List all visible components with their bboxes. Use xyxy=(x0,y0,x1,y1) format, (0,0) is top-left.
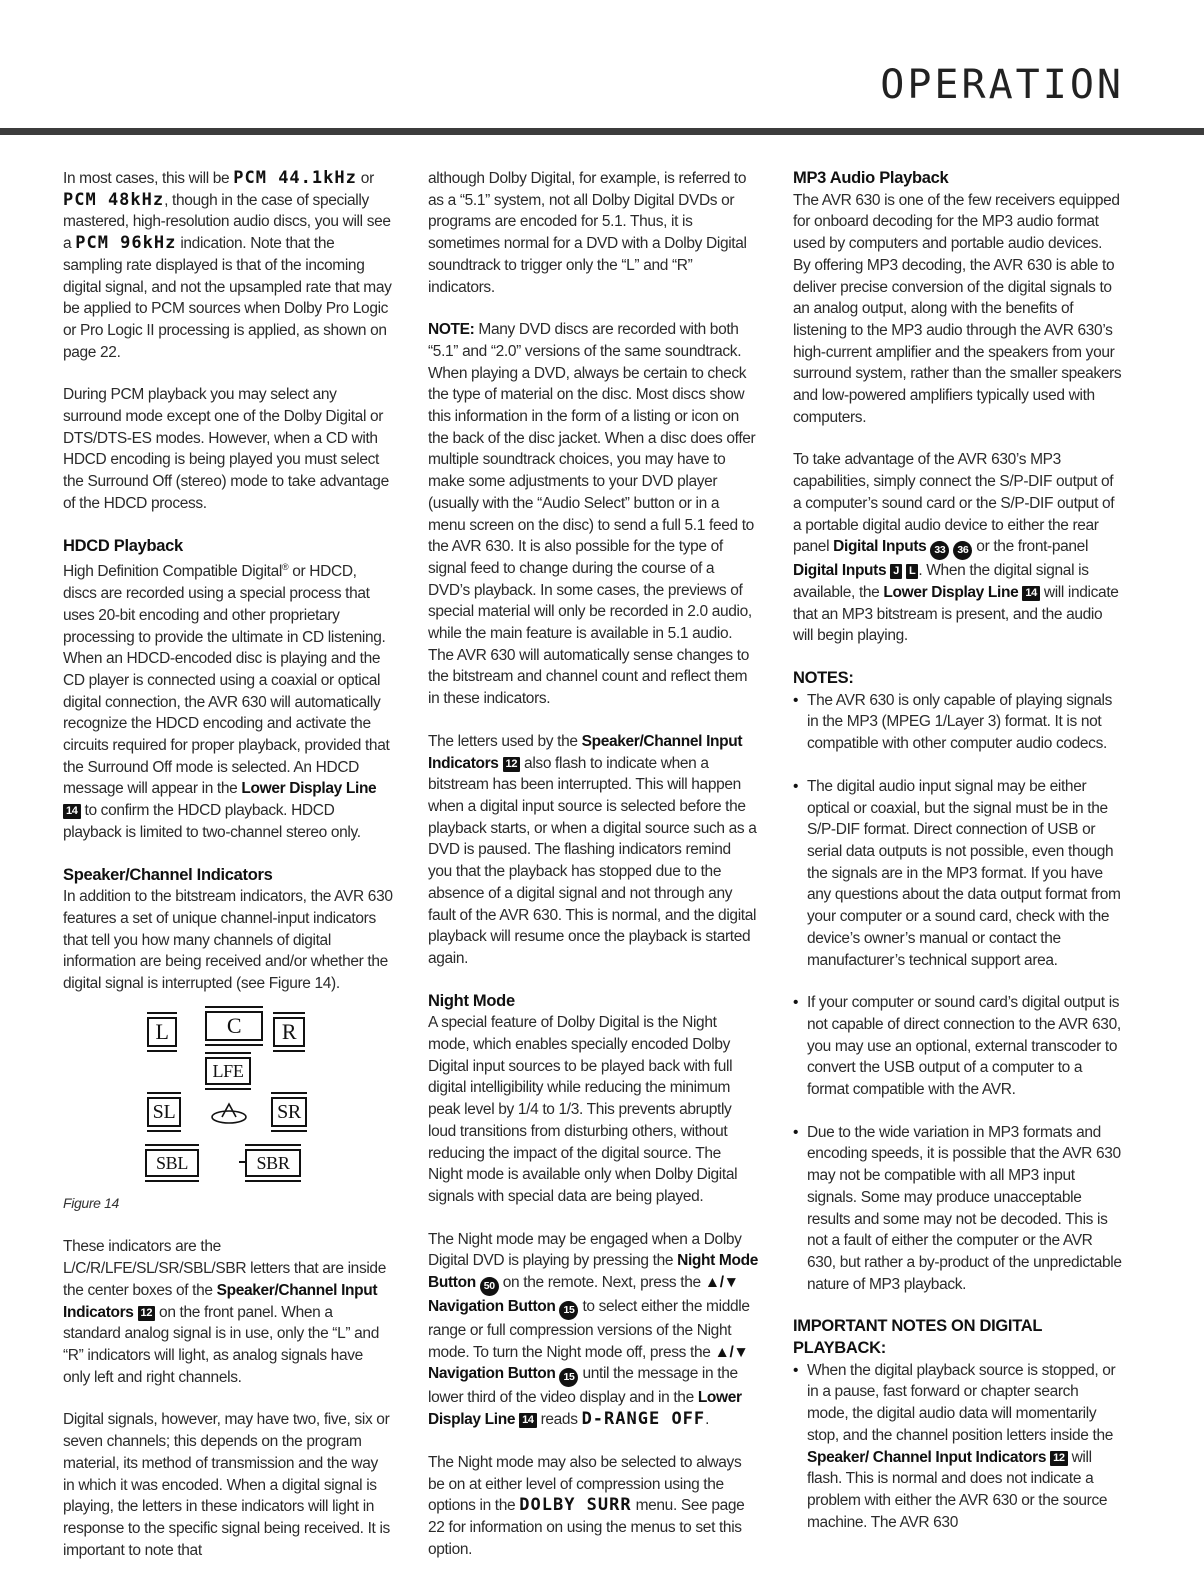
notes-list xyxy=(793,690,1123,1296)
callout-circle: 15 xyxy=(559,1301,578,1320)
text: The letters used by the xyxy=(428,732,582,750)
paragraph-digital-signals: Digital signals, however, may have two, five, six or seven channels; this depends on the program material, its method of transmission and the way in which it was encoded. When a digital signal is playing, the letters in these indicators will light in response to the specific signal being received. It is important to note that xyxy=(63,1411,390,1559)
callout-badge: 14 xyxy=(519,1413,537,1428)
heading-notes: NOTES: xyxy=(793,669,854,688)
bold-term: Navigation Button xyxy=(428,1365,556,1383)
callout-badge: 14 xyxy=(1022,586,1040,601)
bold-term: Speaker/Channel Input Indicators xyxy=(428,732,743,772)
up-down-arrow-icon: ▲/▼ xyxy=(714,1343,749,1361)
text: will flash. This is normal and does not indicate a problem with either the AVR 630 or the source machine. The AVR 630 xyxy=(807,1448,1108,1531)
callout-badge: 12 xyxy=(1050,1451,1068,1466)
channel-indicator-sl: SL xyxy=(147,1097,181,1127)
bold-term: Lower Display Line xyxy=(883,583,1019,601)
callout-circle: 15 xyxy=(559,1368,578,1387)
text: , though in the case of specially mastered, high-resolution audio discs, you will see a xyxy=(63,191,391,253)
text: to confirm the HDCD playback. HDCD playback is limited to two-channel stereo only. xyxy=(63,802,361,841)
callout-badge: 14 xyxy=(63,804,81,819)
list-item: • Due to the wide variation in MP3 formats and encoding speeds, it is possible that the AVR 630 may not be compatible with all MP3 input signals. Some may produce unacceptable results and some may not be decoded. This is not a fault of either the computer or the AVR 630, but rather a by-product of the unpredictable nature of MP3 playback. xyxy=(807,1122,1123,1296)
bold-term: Lower Display Line xyxy=(428,1389,742,1429)
channel-indicator-sr: SR xyxy=(271,1097,307,1127)
channel-indicator-c: C xyxy=(205,1011,263,1041)
lcd-pcm-48: PCM 48kHz xyxy=(63,189,165,210)
listener-icon xyxy=(209,1099,249,1127)
text: . When the digital signal is available, the xyxy=(793,562,1089,601)
heading-mp3: MP3 Audio Playback xyxy=(793,169,949,187)
channel-indicator-sbl: SBL xyxy=(145,1149,199,1177)
callout-circle: 50 xyxy=(480,1277,499,1296)
callout-circle: 36 xyxy=(953,541,972,560)
important-notes-list xyxy=(793,1360,1123,1534)
column-2 xyxy=(428,168,758,1581)
heading-important-notes: IMPORTANT NOTES ON DIGITAL PLAYBACK: xyxy=(793,1317,1042,1358)
text: to select either the middle range or full compression versions of the Night mode. To turn the Night mode off, press the xyxy=(428,1298,750,1361)
text: on the remote. Next, press the xyxy=(498,1274,705,1292)
paragraph-mp3-connect xyxy=(793,449,1123,647)
callout-badge: 12 xyxy=(503,757,521,772)
paragraph-night-mode: A special feature of Dolby Digital is the Night mode, which enables specially encoded Dolby Digital input sources to be played back with full digital intelligibility while reducing the minimum peak level by 1/4 to 1/3. This prevents abruptly loud transitions from disturbing others, without reducing the impact of the digital source. The Night mode is available only when Dolby Digital signals with special data are being played. xyxy=(428,1014,738,1205)
paragraph-note-dvd xyxy=(428,319,758,710)
list-item: • The digital audio input signal may be either optical or coaxial, but the signal must be in the S/P-DIF format. Direct connection of USB or serial data outputs is not possible, even though the signals are in the MP3 format. If you have any questions about the data output format from your computer or a sound card, check with the device’s owner’s manual or contact the manufacturer’s technical support area. xyxy=(807,776,1123,971)
text: or the front-panel xyxy=(972,538,1089,556)
paragraph-night-always xyxy=(428,1452,758,1561)
channel-indicator-r: R xyxy=(273,1017,305,1047)
paragraph-flash-indicators xyxy=(428,731,758,970)
callout-circle: 33 xyxy=(930,541,949,560)
paragraph-pcm-surround: During PCM playback you may select any surround mode except one of the Dolby Digital or DTS/DTS-ES modes. However, when a CD with HDCD encoding is being played you must select the Surround Off (stereo) mode to take advantage of the HDCD process. xyxy=(63,386,389,512)
heading-speaker-indicators: Speaker/Channel Indicators xyxy=(63,865,273,884)
paragraph-night-engage xyxy=(428,1229,758,1431)
paragraph-pcm-rates xyxy=(63,168,393,363)
text: High Definition Compatible Digital xyxy=(63,563,282,581)
text: also flash to indicate when a bitstream has been interrupted. This will happen when a digital input source is selected before the playback starts, or when a digital source such as a DVD is paused. The flashing indicators remind you that the playback has stopped due to the absence of a digital signal and not through any fault of the AVR 630. This is normal, and the digital playback will resume once the playback is started again. xyxy=(428,754,757,967)
text: The Night mode may also be selected to always be on at either level of compression using the options in the xyxy=(428,1453,742,1515)
text: The Night mode may be engaged when a Dolby Digital DVD is playing by pressing the xyxy=(428,1230,742,1270)
registered-mark: ® xyxy=(282,562,289,573)
bold-term: Lower Display Line xyxy=(241,780,377,798)
lcd-drange-off: D-RANGE OFF xyxy=(581,1409,706,1430)
text: These indicators are the L/C/R/LFE/SL/SR/SBL/SBR letters that are inside the center boxes of the xyxy=(63,1238,386,1299)
text: To take advantage of the AVR 630’s MP3 capabilities, simply connect the S/P-DIF output of a computer’s sound card or the S/P-DIF output of a portable digital audio device to either the rear panel xyxy=(793,451,1115,556)
column-1 xyxy=(63,168,393,1582)
column-3 xyxy=(793,168,1123,1554)
list-item xyxy=(807,1360,1123,1534)
callout-badge: 12 xyxy=(138,1306,156,1321)
list-item: • The AVR 630 is only capable of playing signals in the MP3 (MPEG 1/Layer 3) format. It is not compatible with other computer audio codecs. xyxy=(807,690,1123,755)
page-title: OPERATION xyxy=(880,62,1124,108)
channel-indicator-lfe: LFE xyxy=(205,1057,251,1085)
figure-channel-indicators xyxy=(63,1005,393,1185)
paragraph-indicator-letters xyxy=(63,1236,393,1388)
text: menu. See page 22 for information on using the menus to set this option. xyxy=(428,1497,745,1558)
text: or xyxy=(356,170,374,187)
text: indication. Note that the sampling rate displayed is that of the incoming digital signal, and not the upsampled rate that may be applied to PCM sources when Dolby Pro Logic or Pro Logic II processing is applied, as shown on page 22. xyxy=(63,235,392,361)
lcd-dolby-surr: DOLBY SURR xyxy=(519,1495,632,1516)
bold-term: Night Mode Button xyxy=(428,1252,758,1292)
channel-indicator-sbr: SBR xyxy=(245,1149,301,1177)
paragraph-mp3: The AVR 630 is one of the few receivers equipped for onboard decoding for the MP3 audio format used by computers and portable audio devices. By offering MP3 decoding, the AVR 630 is able to deliver precise conversion of the digital signals to an analog output, along with the benefits of listening to the MP3 audio through the AVR 630’s high-current amplifier and the speakers from your surround system, rather than the smaller speakers and low-powered amplifiers typically used with computers. xyxy=(793,191,1122,426)
bold-term: Speaker/Channel Input Indicators xyxy=(63,1281,378,1321)
callout-badge: J xyxy=(890,564,902,579)
bold-term: Digital Inputs xyxy=(833,538,927,556)
channel-indicator-l: L xyxy=(147,1017,177,1047)
text: or HDCD, discs are recorded using a special process that uses 20-bit encoding and other proprietary processing to provide the ultimate in CD listening. When an HDCD-encoded disc is playing and the CD player is connected using a coaxial or optical digital connection, the AVR 630 will automatically recognize the HDCD encoding and activate the circuits required for proper playback, provided that the Surround Off mode is selected. An HDCD message will appear in the xyxy=(63,563,390,798)
paragraph-hdcd xyxy=(63,557,393,843)
text: In most cases, this will be xyxy=(63,170,234,187)
bold-term: Navigation Button xyxy=(428,1298,556,1316)
paragraph-dolby-51: although Dolby Digital, for example, is referred to as a “5.1” system, not all Dolby Digital DVDs or programs are encoded for 5.1. Thus, it is sometimes normal for a DVD with a Dolby Digital soundtrack to trigger only the “L” and “R” indicators. xyxy=(428,170,747,296)
up-down-arrow-icon: ▲/▼ xyxy=(704,1274,739,1292)
text: Many DVD discs are recorded with both “5.1” and “2.0” versions of the same soundtrack. When playing a DVD, always be certain to check the type of material on the disc. Most discs show this information in the form of a listing or icon on the back of the disc jacket. When a disc does offer multiple soundtrack choices, you may have to make some adjustments to your DVD player (usually with the “Audio Select” button or in a menu screen on the disc) to send a full 5.1 feed to the AVR 630. It is also possible for the type of signal feed to change during the course of a DVD’s playback. In some cases, the previews of special material will only be recorded in 2.0 audio, while the main feature is available in 5.1 audio. The AVR 630 will automatically sense changes to the bitstream and channel count and reflect them in these indicators. xyxy=(428,321,756,708)
list-item: • If your computer or sound card’s digital output is not capable of direct connection to the AVR 630, you may use an optional, external transcoder to convert the USB output of a computer to a format compatible with the AVR. xyxy=(807,992,1123,1101)
lcd-pcm-96: PCM 96kHz xyxy=(75,233,177,254)
text: reads xyxy=(536,1411,582,1429)
heading-night-mode: Night Mode xyxy=(428,991,515,1010)
bold-term: Speaker/ Channel Input Indicators xyxy=(807,1448,1047,1466)
lcd-pcm-44: PCM 44.1kHz xyxy=(233,168,357,188)
callout-badge: L xyxy=(906,564,918,579)
text: on the front panel. When a standard analog signal is in use, only the “L” and “R” indicators will light, as analog signals have only left and right channels. xyxy=(63,1303,379,1386)
heading-hdcd: HDCD Playback xyxy=(63,536,183,555)
paragraph-speaker-indicators: In addition to the bitstream indicators, the AVR 630 features a set of unique channel-input indicators that tell you how many channels of digital information are being received and/or whether the digital signal is interrupted (see Figure 14). xyxy=(63,888,393,993)
text: will indicate that an MP3 bitstream is present, and the audio will begin playing. xyxy=(793,583,1119,645)
text: until the message in the lower third of the video display and in the xyxy=(428,1365,738,1407)
bold-term: Digital Inputs xyxy=(793,562,887,580)
text: . xyxy=(705,1411,710,1429)
text: When the digital playback source is stopped, or in a pause, fast forward or chapter search mode, the digital audio data will momentarily stop, and the channel position letters inside the xyxy=(807,1361,1116,1444)
figure-caption: Figure 14 xyxy=(63,1194,119,1211)
header-rule xyxy=(0,128,1204,135)
note-label: NOTE: xyxy=(428,321,475,339)
